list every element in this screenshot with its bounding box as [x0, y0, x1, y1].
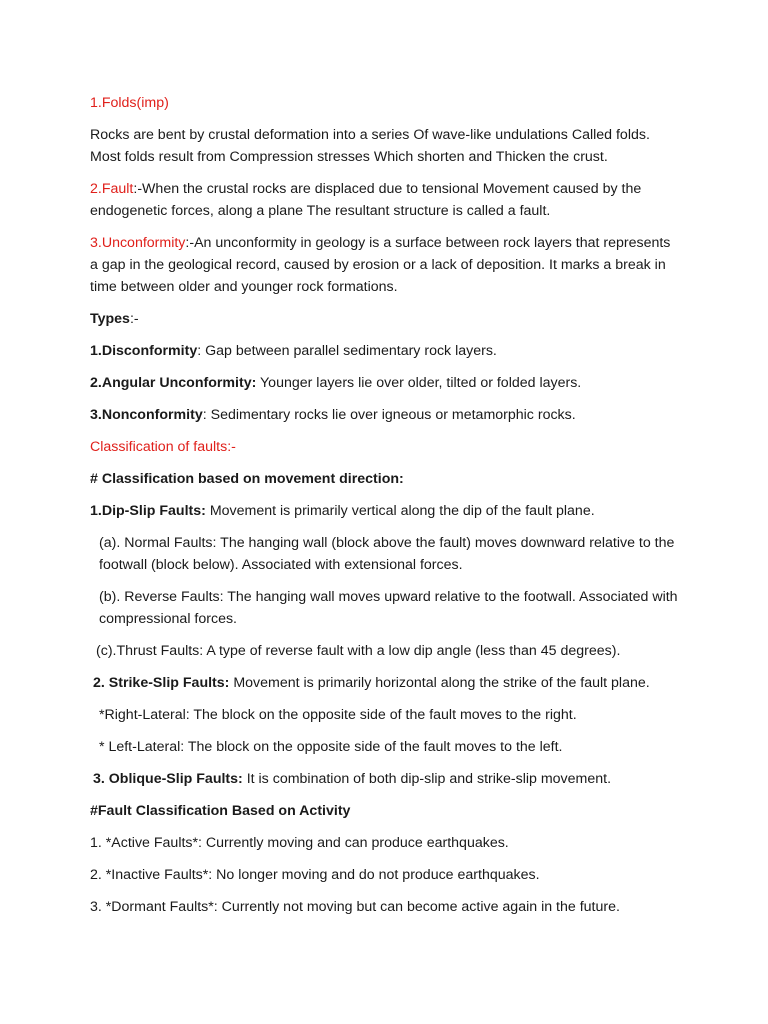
strike-slip-item — [90, 672, 680, 694]
movement-heading — [90, 468, 680, 490]
fault-paragraph — [90, 178, 680, 222]
fault-text: :-When the crustal rocks are displaced due to tensional Movement caused by the endogenetic forces, along a plane The resultant structure is called a fault. — [90, 181, 642, 219]
right-lateral-item: *Right-Lateral: The block on the opposite side of the fault moves to the right. — [99, 707, 577, 723]
activity-heading-text: #Fault Classification Based on Activity — [90, 803, 351, 819]
type-item-angular — [90, 372, 680, 394]
activity-item-inactive: 2. *Inactive Faults*: No longer moving and do not produce earthquakes. — [90, 867, 540, 883]
classification-heading: Classification of faults:- — [90, 439, 236, 455]
type-name: 1.Disconformity — [90, 343, 198, 359]
type-name: 3.Nonconformity — [90, 407, 203, 423]
thrust-faults-item: (c).Thrust Faults: A type of reverse fault with a low dip angle (less than 45 degrees). — [96, 643, 621, 659]
dip-slip-name: 1.Dip-Slip Faults: — [90, 503, 206, 519]
type-item-nonconformity — [90, 404, 680, 426]
activity-item-active: 1. *Active Faults*: Currently moving and can produce earthquakes. — [90, 835, 509, 851]
dip-slip-desc: Movement is primarily vertical along the dip of the fault plane. — [205, 503, 595, 519]
oblique-slip-item — [90, 768, 680, 790]
activity-item-dormant: 3. *Dormant Faults*: Currently not moving but can become active again in the future. — [90, 899, 620, 915]
strike-slip-desc: Movement is primarily horizontal along the strike of the fault plane. — [229, 675, 650, 691]
types-label: Types — [90, 311, 130, 327]
dip-slip-item — [90, 500, 680, 522]
type-name: 2.Angular Unconformity: — [90, 375, 257, 391]
oblique-slip-desc: It is combination of both dip-slip and strike-slip movement. — [242, 771, 612, 787]
oblique-slip-name: 3. Oblique-Slip Faults: — [93, 771, 243, 787]
movement-heading-text: # Classification based on movement direction: — [90, 471, 404, 487]
fault-label: 2.Fault — [90, 181, 134, 197]
types-heading — [90, 308, 680, 330]
left-lateral-item: * Left-Lateral: The block on the opposite side of the fault moves to the left. — [99, 739, 563, 755]
reverse-faults-item: (b). Reverse Faults: The hanging wall moves upward relative to the footwall. Associated with compressional forces. — [99, 589, 678, 627]
unconformity-text: :-An unconformity in geology is a surface between rock layers that represents a gap in the geological record, caused by erosion or a lack of deposition. It marks a break in time between older and younger rock formations. — [90, 235, 671, 295]
unconformity-paragraph — [90, 232, 680, 298]
activity-heading — [90, 800, 680, 822]
type-desc: : Sedimentary rocks lie over igneous or metamorphic rocks. — [202, 407, 576, 423]
strike-slip-name: 2. Strike-Slip Faults: — [93, 675, 230, 691]
type-desc: Younger layers lie over older, tilted or folded layers. — [256, 375, 582, 391]
normal-faults-item: (a). Normal Faults: The hanging wall (block above the fault) moves downward relative to the footwall (block below). Associated with extensional forces. — [99, 535, 675, 573]
type-desc: : Gap between parallel sedimentary rock layers. — [197, 343, 497, 359]
folds-paragraph: Rocks are bent by crustal deformation into a series Of wave-like undulations Called folds. Most folds result from Compression stresses Which shorten and Thicken the crust. — [90, 127, 650, 165]
unconformity-label: 3.Unconformity — [90, 235, 186, 251]
type-item-disconformity — [90, 340, 680, 362]
document-body — [90, 92, 680, 928]
folds-heading: 1.Folds(imp) — [90, 95, 169, 111]
types-suffix: :- — [129, 311, 139, 327]
